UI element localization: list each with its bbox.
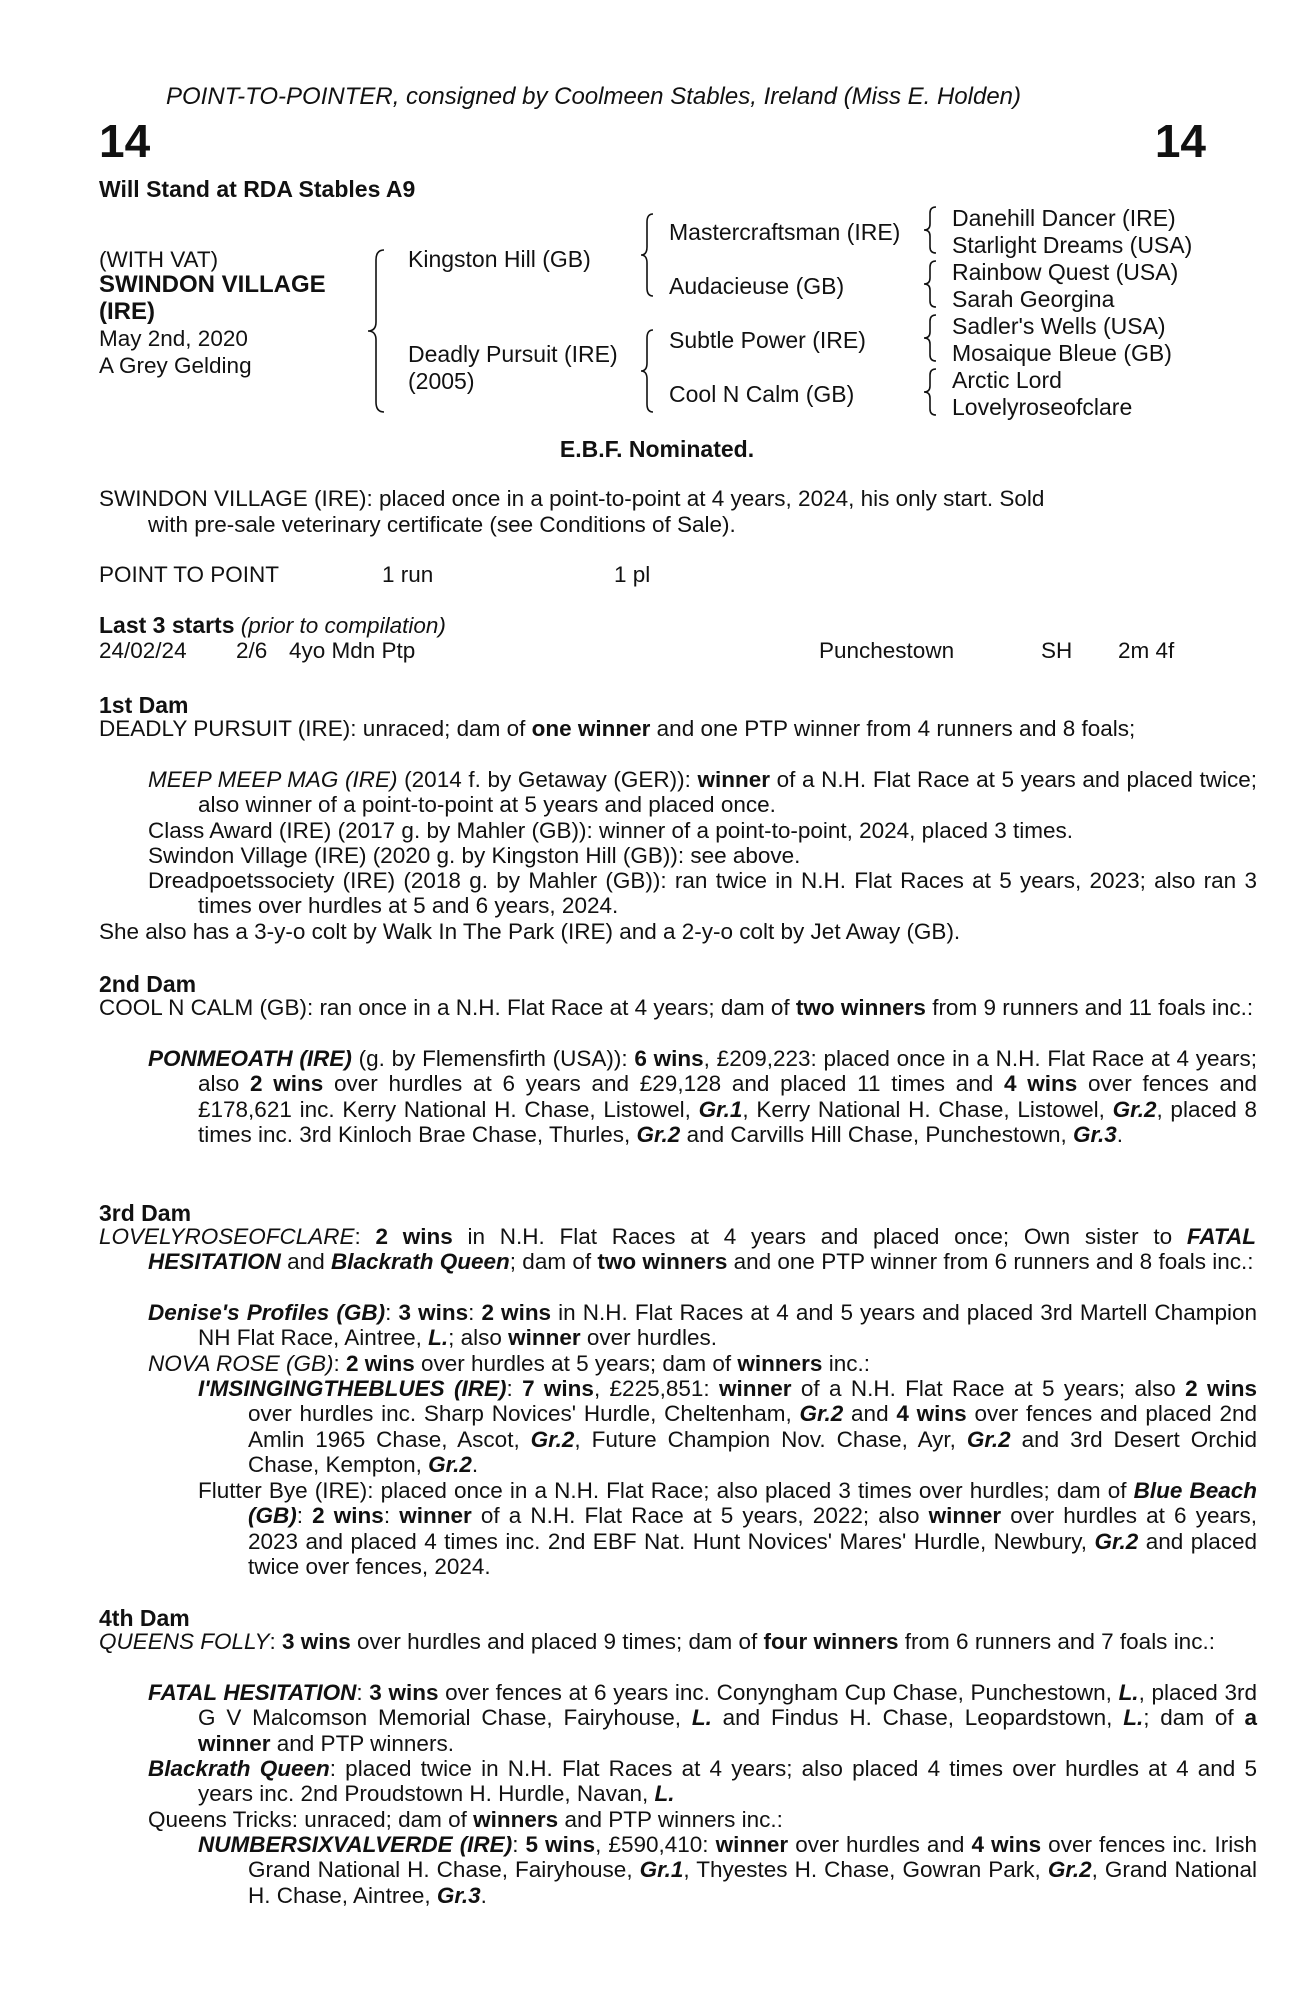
record-runs: 1 run <box>382 562 434 587</box>
third-dam-text: LOVELYROSEOFCLARE: 2 wins in N.H. Flat Races at 4 years and placed once; Own sister to FATAL HESITATION and Blackrath Queen; dam of two winners and one PTP winner from 6 runners and 8 foals inc.: <box>99 1224 1256 1275</box>
first-dam-note: She also has a 3-y-o colt by Walk In The Park (IRE) and a 2-y-o colt by Jet Away (GB). <box>99 919 961 944</box>
first-dam-produce-3: Swindon Village (IRE) (2020 g. by Kingston Hill (GB)): see above. <box>148 843 801 868</box>
fourth-dam-produce-1: FATAL HESITATION: 3 wins over fences at 6 years inc. Conyngham Cup Chase, Punchestown, L., placed 3rd G V Malcomson Memorial Chase, Fairyhouse, L. and Findus H. Chase, Leopardstown, L.; dam of a winner and PTP winners. <box>148 1680 1257 1756</box>
third-dam-produce-2: NOVA ROSE (GB): 2 wins over hurdles at 5 years; dam of winners inc.: <box>148 1351 870 1376</box>
start-race: 4yo Mdn Ptp <box>289 638 416 663</box>
start-date: 24/02/24 <box>99 638 187 663</box>
fourth-dam-produce-2: Blackrath Queen: placed twice in N.H. Flat Races at 4 years; also placed 4 times over hurdles at 4 and 5 years inc. 2nd Proudstown H. Hurdle, Navan, L. <box>148 1756 1257 1807</box>
record-label: POINT TO POINT <box>99 562 280 587</box>
start-position: 2/6 <box>236 638 268 663</box>
pedigree-brace-g3-1 <box>924 207 940 253</box>
pedigree-dam-year: (2005) <box>408 368 475 394</box>
first-dam-produce-2: Class Award (IRE) (2017 g. by Mahler (GB)): winner of a point-to-point, 2024, placed 3 times. <box>148 818 1074 843</box>
pedigree-brace-g3-4 <box>924 369 940 415</box>
lot-number-left: 14 <box>99 115 151 167</box>
third-dam-produce-1: Denise's Profiles (GB): 3 wins: 2 wins in N.H. Flat Races at 4 and 5 years and placed 3rd Martell Champion NH Flat Race, Aintree, L.; also winner over hurdles. <box>148 1300 1257 1351</box>
third-dam-grandproduce-1: I'MSINGINGTHEBLUES (IRE): 7 wins, £225,851: winner of a N.H. Flat Race at 5 years; also 2 wins over hurdles inc. Sharp Novices' Hurdle, Cheltenham, Gr.2 and 4 wins over fences and placed 2nd Amlin 1965 Chase, Ascot, Gr.2, Future Champion Nov. Chase, Ayr, Gr.2 and 3rd Desert Orchid Chase, Kempton, Gr.2. <box>198 1376 1257 1478</box>
pedigree-brace-g3-3 <box>924 315 940 361</box>
horse-name: SWINDON VILLAGE <box>99 271 326 298</box>
fourth-dam-title: 4th Dam <box>99 1605 190 1631</box>
pedigree-gen3-7: Arctic Lord <box>952 367 1062 393</box>
pedigree-gen3-1: Danehill Dancer (IRE) <box>952 205 1176 231</box>
record-placings: 1 pl <box>614 562 651 587</box>
start-distance: 2m 4f <box>1118 638 1175 663</box>
pedigree-gen3-2: Starlight Dreams (USA) <box>952 232 1193 258</box>
pedigree-gen3-4: Sarah Georgina <box>952 286 1115 312</box>
horse-description: A Grey Gelding <box>99 353 252 378</box>
second-dam-title: 2nd Dam <box>99 971 197 997</box>
pedigree-gen3-8: Lovelyroseofclare <box>952 394 1133 420</box>
pedigree-brace-sire <box>641 214 657 296</box>
second-dam-text: COOL N CALM (GB): ran once in a N.H. Flat Race at 4 years; dam of two winners from 9 runners and 11 foals inc.: <box>99 995 1254 1020</box>
foaling-date: May 2nd, 2020 <box>99 326 248 351</box>
summary-line-1: SWINDON VILLAGE (IRE): placed once in a point-to-point at 4 years, 2024, his only start. Sold <box>99 486 1045 511</box>
fourth-dam-produce-3: Queens Tricks: unraced; dam of winners and PTP winners inc.: <box>148 1807 783 1832</box>
second-dam-produce-1: PONMEOATH (IRE) (g. by Flemensfirth (USA)): 6 wins, £209,223: placed once in a N.H. Flat Race at 4 years; also 2 wins over hurdles at 6 years and £29,128 and placed 11 times and 4 wins over fences and £178,621 inc. Kerry National H. Chase, Listowel, Gr.1, Kerry National H. Chase, Listowel, Gr.2, placed 8 times inc. 3rd Kinloch Brae Chase, Thurles, Gr.2 and Carvills Hill Chase, Punchestown, Gr.3. <box>148 1046 1258 1148</box>
summary-line-2: with pre-sale veterinary certificate (see Conditions of Sale). <box>148 512 736 537</box>
pedigree-gen3-3: Rainbow Quest (USA) <box>952 259 1179 285</box>
consignor-title: POINT-TO-POINTER, consigned by Coolmeen Stables, Ireland (Miss E. Holden) <box>166 83 1021 110</box>
last-starts-subtitle: (prior to compilation) <box>240 613 446 638</box>
first-dam-produce-4: Dreadpoetssociety (IRE) (2018 g. by Mahler (GB)): ran twice in N.H. Flat Races at 5 years, 2023; also ran 3 times over hurdles at 5 and 6 years, 2024. <box>148 868 1257 919</box>
last-starts-heading <box>99 612 446 639</box>
lot-number-right: 14 <box>1154 115 1206 167</box>
pedigree-dam-dam: Cool N Calm (GB) <box>669 381 855 407</box>
third-dam-title: 3rd Dam <box>99 1200 192 1226</box>
start-course: Punchestown <box>819 638 955 663</box>
pedigree-sire: Kingston Hill (GB) <box>408 246 591 272</box>
pedigree-brace-main <box>368 250 388 412</box>
last-starts-title: Last 3 starts <box>99 612 235 638</box>
pedigree-brace-dam <box>641 330 657 412</box>
pedigree-dam-sire: Subtle Power (IRE) <box>669 327 866 353</box>
vat-note: (WITH VAT) <box>99 247 219 272</box>
ebf-note: E.B.F. Nominated. <box>559 436 755 462</box>
stable-note: Will Stand at RDA Stables A9 <box>99 176 416 202</box>
first-dam-title: 1st Dam <box>99 692 189 718</box>
fourth-dam-text: QUEENS FOLLY: 3 wins over hurdles and placed 9 times; dam of four winners from 6 runners and 7 foals inc.: <box>99 1629 1215 1654</box>
horse-name-country: (IRE) <box>99 298 155 325</box>
pedigree-sire-dam: Audacieuse (GB) <box>669 273 845 299</box>
fourth-dam-grandproduce-1: NUMBERSIXVALVERDE (IRE): 5 wins, £590,410: winner over hurdles and 4 wins over fences inc. Irish Grand National H. Chase, Fairyhouse, Gr.1, Thyestes H. Chase, Gowran Park, Gr.2, Grand National H. Chase, Aintree, Gr.3. <box>198 1832 1257 1908</box>
pedigree-gen3-5: Sadler's Wells (USA) <box>952 313 1166 339</box>
pedigree-brace-g3-2 <box>924 261 940 307</box>
first-dam-produce-1: MEEP MEEP MAG (IRE) (2014 f. by Getaway (GER)): winner of a N.H. Flat Race at 5 years and placed twice; also winner of a point-to-point at 5 years and placed once. <box>148 767 1257 818</box>
third-dam-grandproduce-2: Flutter Bye (IRE): placed once in a N.H. Flat Race; also placed 3 times over hurdles; dam of Blue Beach (GB): 2 wins: winner of a N.H. Flat Race at 5 years, 2022; also winner over hurdles at 6 years, 2023 and placed 4 times inc. 2nd EBF Nat. Hunt Novices' Mares' Hurdle, Newbury, Gr.2 and placed twice over fences, 2024. <box>198 1478 1257 1580</box>
pedigree-dam: Deadly Pursuit (IRE) <box>408 341 618 367</box>
first-dam-text: DEADLY PURSUIT (IRE): unraced; dam of one winner and one PTP winner from 4 runners and 8 foals; <box>99 716 1136 741</box>
pedigree-sire-sire: Mastercraftsman (IRE) <box>669 219 901 245</box>
pedigree-gen3-6: Mosaique Bleue (GB) <box>952 340 1172 366</box>
start-going: SH <box>1041 638 1073 663</box>
